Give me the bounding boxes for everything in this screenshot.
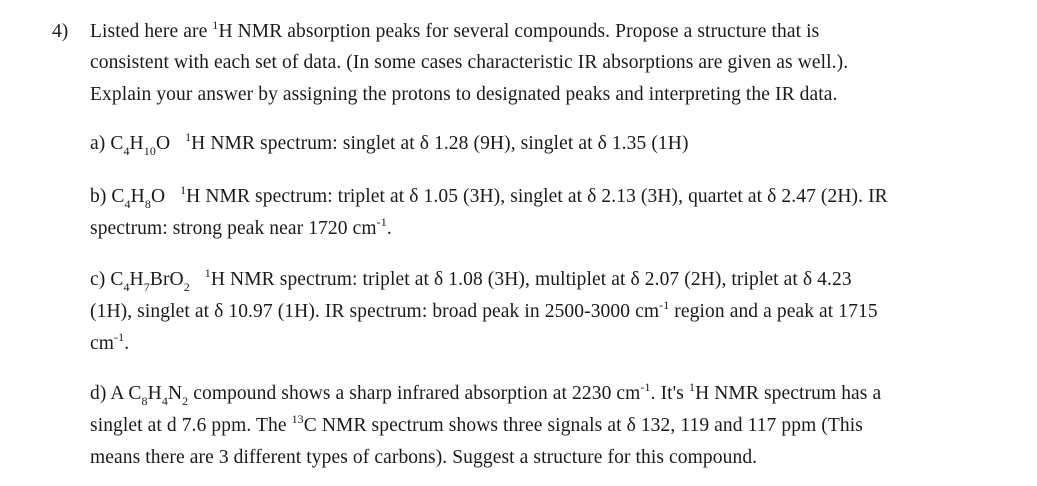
part-b-line-2: spectrum: strong peak near 1720 $cm^{-1}$. — [90, 214, 392, 239]
part-c-line-1: c) $C_4H_7BrO_2$ $^1$H NMR spectrum: triplet at δ 1.08 (3H), multiplet at δ 2.07 (2H), triplet at δ 4.23 — [90, 265, 852, 294]
part-d-line-1: d) A $C_8H_4N_2$ compound shows a sharp infrared absorption at 2230 $cm^{-1}$. It's $^1$H NMR spectrum has a — [90, 379, 882, 408]
part-d-line-2: singlet at d 7.6 ppm. The $^{13}$C NMR spectrum shows three signals at δ 132, 119 and 117 ppm (This — [90, 411, 863, 436]
intro-line-1: Listed here are $^1$H NMR absorption peaks for several compounds. Propose a structure that is — [90, 17, 820, 42]
part-a-line-1: a) $C_4H_{10}O$ $^1$H NMR spectrum: singlet at δ 1.28 (9H), singlet at δ 1.35 (1H) — [90, 129, 689, 158]
question-number: 4) — [52, 21, 69, 42]
part-c-line-3: $cm^{-1}$. — [90, 329, 130, 354]
part-d-line-3: means there are 3 different types of carbons). Suggest a structure for this compound. — [90, 447, 758, 468]
intro-line-2: consistent with each set of data. (In some cases characteristic IR absorptions are given as well.). — [90, 52, 849, 73]
part-c-line-2: (1H), singlet at δ 10.97 (1H). IR spectrum: broad peak in 2500-3000 $cm^{-1}$ region and a peak at 1715 — [90, 297, 878, 322]
intro-line-3: Explain your answer by assigning the protons to designated peaks and interpreting the IR data. — [90, 84, 838, 105]
part-b-line-1: b) $C_4H_8O$ $^1$H NMR spectrum: triplet at δ 1.05 (3H), singlet at δ 2.13 (3H), quartet at δ 2.47 (2H). IR — [90, 182, 888, 211]
